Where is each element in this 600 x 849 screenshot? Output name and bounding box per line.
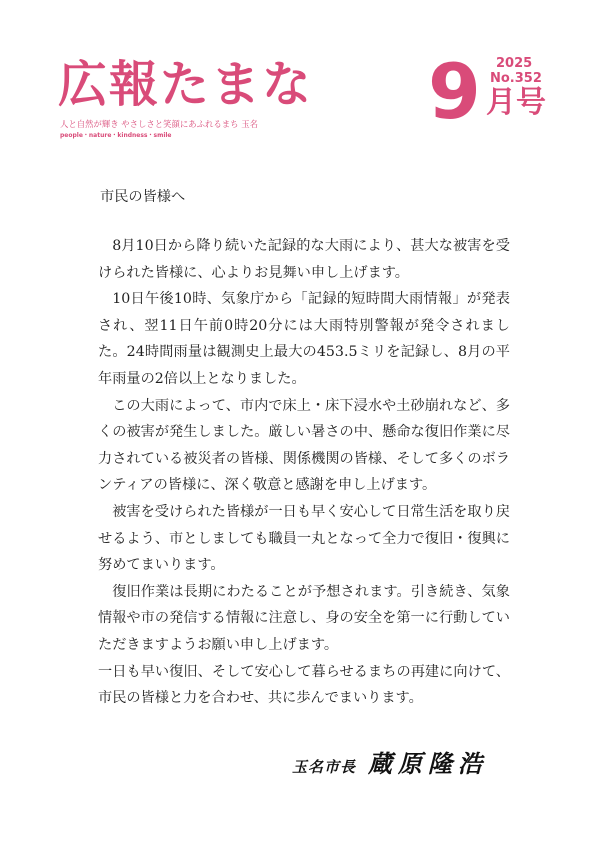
issue-number: No.352: [490, 71, 542, 86]
signature-title: 玉名市長: [292, 758, 357, 776]
mayor-signature: [292, 749, 489, 778]
letter-paragraph: 10日午後10時、気象庁から「記録的短時間大雨情報」が発表され、翌11日午前0時20分には大雨特別警報が発令されました。24時間雨量は観測史上最大の453.5ミリを記録し、8月の平年雨量の2倍以上となりました。: [98, 291, 510, 387]
issue-month-suffix: 月号: [486, 85, 546, 120]
issue-month: 9: [428, 47, 481, 136]
letter-salutation: 市民の皆様へ: [100, 189, 186, 205]
signature-name: 蔵原隆浩: [368, 749, 489, 778]
city-slogan: 人と自然が輝き やさしさと笑顔にあふれるまち 玉名: [60, 119, 258, 129]
letter-paragraph: 一日も早い復旧、そして安心して暮らせるまちの再建に向けて、市民の皆様と力を合わせ、共に歩んでまいります。: [98, 663, 510, 707]
city-slogan-english: people・nature・kindness・smile: [60, 132, 172, 139]
issue-year: 2025: [496, 56, 533, 71]
letter-paragraph: 被害を受けられた皆様が一日も早く安心して日常生活を取り戻せるよう、市としましても職員一丸となって全力で復旧・復興に努めてまいります。: [98, 503, 510, 574]
letter-body: [98, 233, 510, 712]
newsletter-title: 広報たまな: [58, 56, 314, 113]
letter-paragraph: 復旧作業は長期にわたることが予想されます。引き続き、気象情報や市の発信する情報に注意し、身の安全を第一に行動していただきますようお願い申し上げます。: [98, 583, 510, 653]
letter-paragraph: この大雨によって、市内で床上・床下浸水や土砂崩れなど、多くの被害が発生しました。厳しい暑さの中、懸命な復旧作業に尽力されている被災者の皆様、関係機関の皆様、そして多くのボランティアの皆様に、深く敬意と感謝を申し上げます。: [98, 397, 510, 494]
letter-paragraph: 8月10日から降り続いた記録的な大雨により、甚大な被害を受けられた皆様に、心よりお見舞い申し上げます。: [98, 238, 510, 281]
